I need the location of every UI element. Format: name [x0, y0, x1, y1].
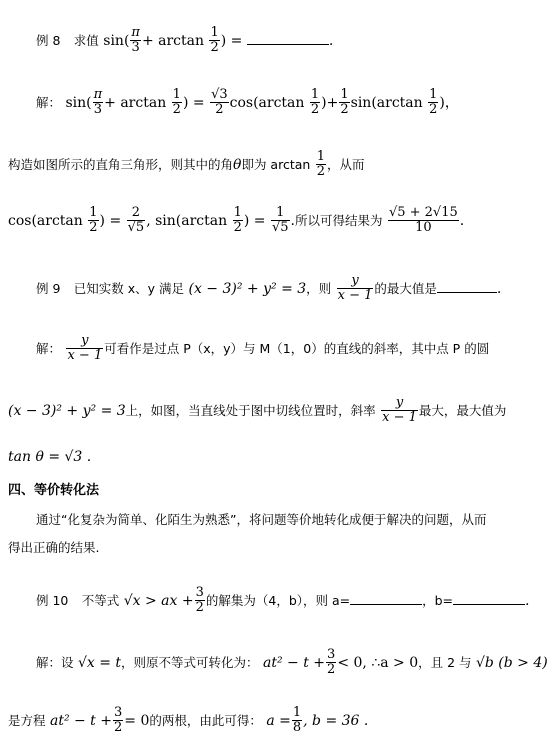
fraction-y-x-1: $\frac{y}{x - 1}$: [337, 273, 373, 304]
example-8-line: 例 8 求值 sin( $\frac{\pi}{3}$ + arctan $\frac{1}{2}$ ) = .: [36, 25, 334, 56]
solution-9-line-2: (x − 3)² + y² = 3上，如图，当直线处于图中切线位置时，斜率 $\frac{y}{x - 1}$ 最大，最大值为: [8, 395, 507, 426]
example-label: 例 8: [36, 32, 61, 48]
example-label: 例 9: [36, 280, 61, 296]
math-sin: sin(: [103, 32, 130, 49]
answer-blank-b: [453, 603, 525, 605]
solution-8-line-3: cos(arctan $\frac{1}{2}$ ) = $\frac{2}{√5}$ , sin(arctan $\frac{1}{2}$ ) = $\frac{1}{√5}$ .所以可得结果为 $\frac{√5 + 2√15}{10}$ .: [8, 205, 465, 236]
answer-blank: [437, 291, 497, 293]
section-paragraph-2: 得出正确的结果.: [8, 540, 100, 555]
example-10-line: 例 10 不等式 √x > ax + $\frac{3}{2}$ 的解集为（4，b），则 a= ，b= .: [36, 585, 530, 616]
fraction-1-sqrt5: $\frac{1}{√5}$: [271, 205, 289, 236]
solution-8-line-2: 构造如图所示的直角三角形，则其中的角θ即为 arctan $\frac{1}{2}$ ，从而: [8, 149, 365, 180]
solution-label: 解：: [36, 94, 62, 110]
answer-blank-a: [350, 603, 422, 605]
example-9-line: 例 9 已知实数 x、y 满足 (x − 3)² + y² = 3，则 $\frac{y}{x - 1}$ 的最大值是 .: [36, 273, 502, 304]
fraction-pi-3: $\frac{\pi}{3}$: [131, 25, 140, 56]
solution-8-line-1: 解： sin( $\frac{\pi}{3}$ + arctan $\frac{1}{2}$ ) = $\frac{√3}{2}$ cos(arctan $\frac{1}{2}$ )+ $\frac{1}{2}$ sin(arctan $\frac{1}{2}$ )，: [36, 87, 459, 118]
condition-equation: (x − 3)² + y² = 3: [188, 280, 307, 297]
section-paragraph-1: 通过“化复杂为简单、化陌生为熟悉”，将问题等价地转化成便于解决的问题，从而: [36, 512, 487, 527]
example-label: 例 10: [36, 592, 69, 608]
fraction-result: $\frac{√5 + 2√15}{10}$: [388, 205, 458, 236]
fraction-1-2: $\frac{1}{2}$: [210, 25, 219, 56]
math-arctan: + arctan: [141, 32, 205, 49]
solution-10-line-1: 解：设 √x = t，则原不等式可转化为： at² − t + $\frac{3}{2}$ < 0, ∴a > 0，且 2 与 √b (b > 4): [36, 647, 548, 678]
solution-9-line-3: tan θ = √3 .: [8, 449, 92, 465]
fraction-sqrt3-2: $\frac{√3}{2}$: [211, 87, 228, 118]
solution-9-line-1: 解： $\frac{y}{x - 1}$ 可看作是过点 P（x，y）与 M（1，0）的直线的斜率，其中点 P 的圆: [36, 333, 490, 364]
solution-label: 解：设: [36, 654, 74, 670]
section-heading: 四、等价转化法: [8, 483, 100, 498]
solution-label: 解：: [36, 340, 62, 356]
question-text: 求值: [73, 32, 99, 48]
answer-blank: [247, 43, 329, 45]
fraction-2-sqrt5: $\frac{2}{√5}$: [127, 205, 145, 236]
solution-10-line-2: 是方程 at² − t + $\frac{3}{2}$ = 0的两根，由此可得： a = $\frac{1}{8}$ , b = 36 .: [8, 705, 369, 736]
